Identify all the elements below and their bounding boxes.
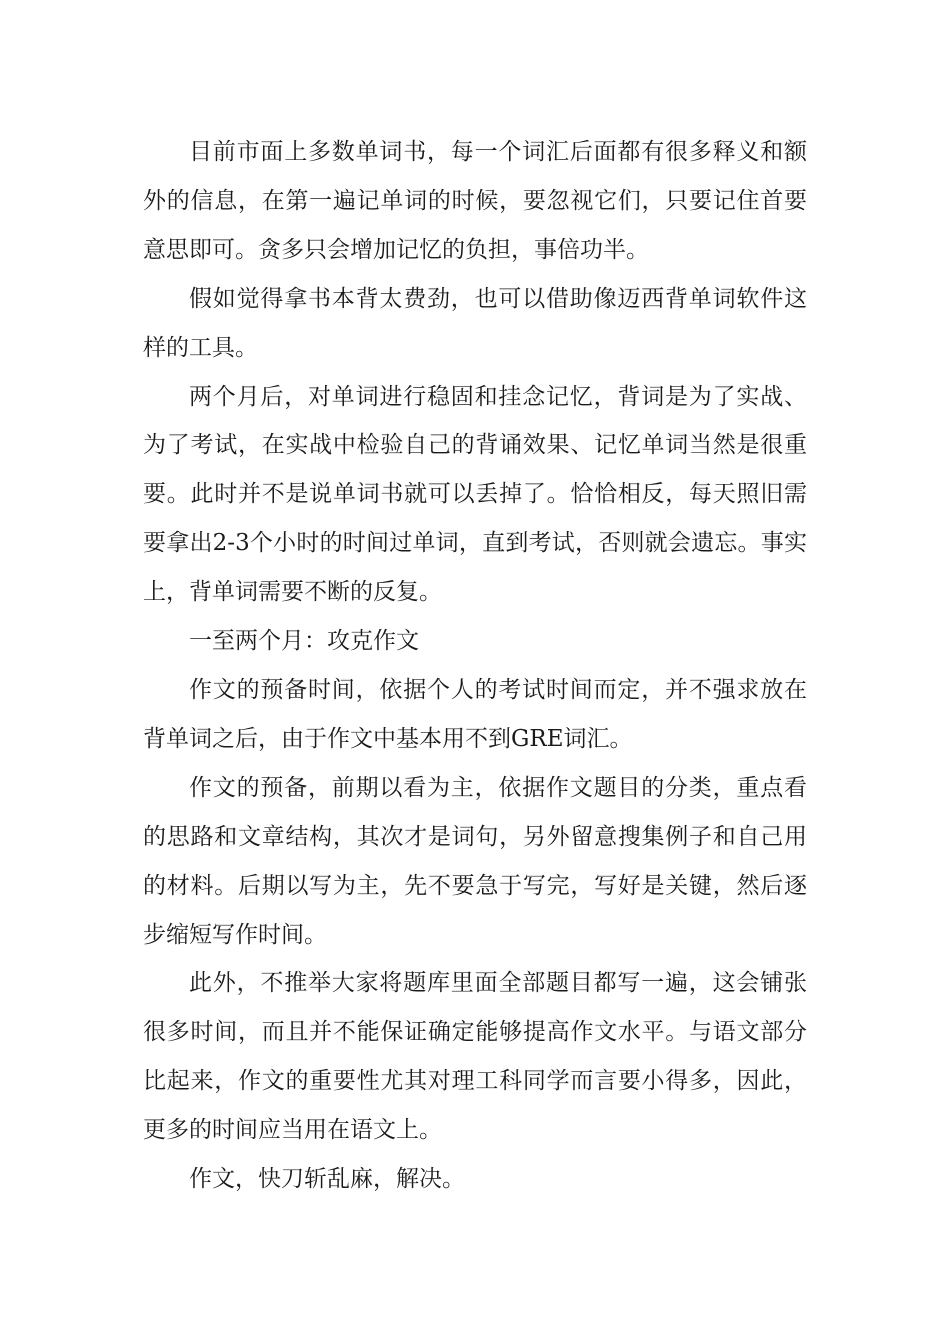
document-body bbox=[143, 128, 807, 1204]
paragraph-3: 两个月后，对单词进行稳固和挂念记忆，背词是为了实战、为了考试，在实战中检验自己的背诵效果、记忆单词当然是很重要。此时并不是说单词书就可以丢掉了。恰恰相反，每天照旧需要拿出2-3个小时的时间过单词，直到考试，否则就会遗忘。事实上，背单词需要不断的反复。 bbox=[143, 383, 807, 606]
section-heading: 一至两个月：攻克作文 bbox=[189, 628, 419, 655]
paragraph-2: 假如觉得拿书本背太费劲，也可以借助像迈西背单词软件这样的工具。 bbox=[143, 285, 807, 361]
paragraph-1: 目前市面上多数单词书，每一个词汇后面都有很多释义和额外的信息，在第一遍记单词的时候，要忽视它们，只要记住首要意思即可。贪多只会增加记忆的负担，事倍功半。 bbox=[143, 139, 807, 263]
paragraph-7: 此外，不推举大家将题库里面全部题目都写一遍，这会铺张很多时间，而且并不能保证确定能够提高作文水平。与语文部分比起来，作文的重要性尤其对理工科同学而言要小得多，因此，更多的时间应当用在语文上。 bbox=[143, 970, 807, 1144]
paragraph-6: 作文的预备，前期以看为主，依据作文题目的分类，重点看的思路和文章结构，其次才是词句，另外留意搜集例子和自己用的材料。后期以写为主，先不要急于写完，写好是关键，然后逐步缩短写作时间。 bbox=[143, 774, 807, 948]
paragraph-5: 作文的预备时间，依据个人的考试时间而定，并不强求放在背单词之后，由于作文中基本用不到GRE词汇。 bbox=[143, 676, 807, 752]
paragraph-8: 作文，快刀斩乱麻，解决。 bbox=[189, 1166, 465, 1193]
